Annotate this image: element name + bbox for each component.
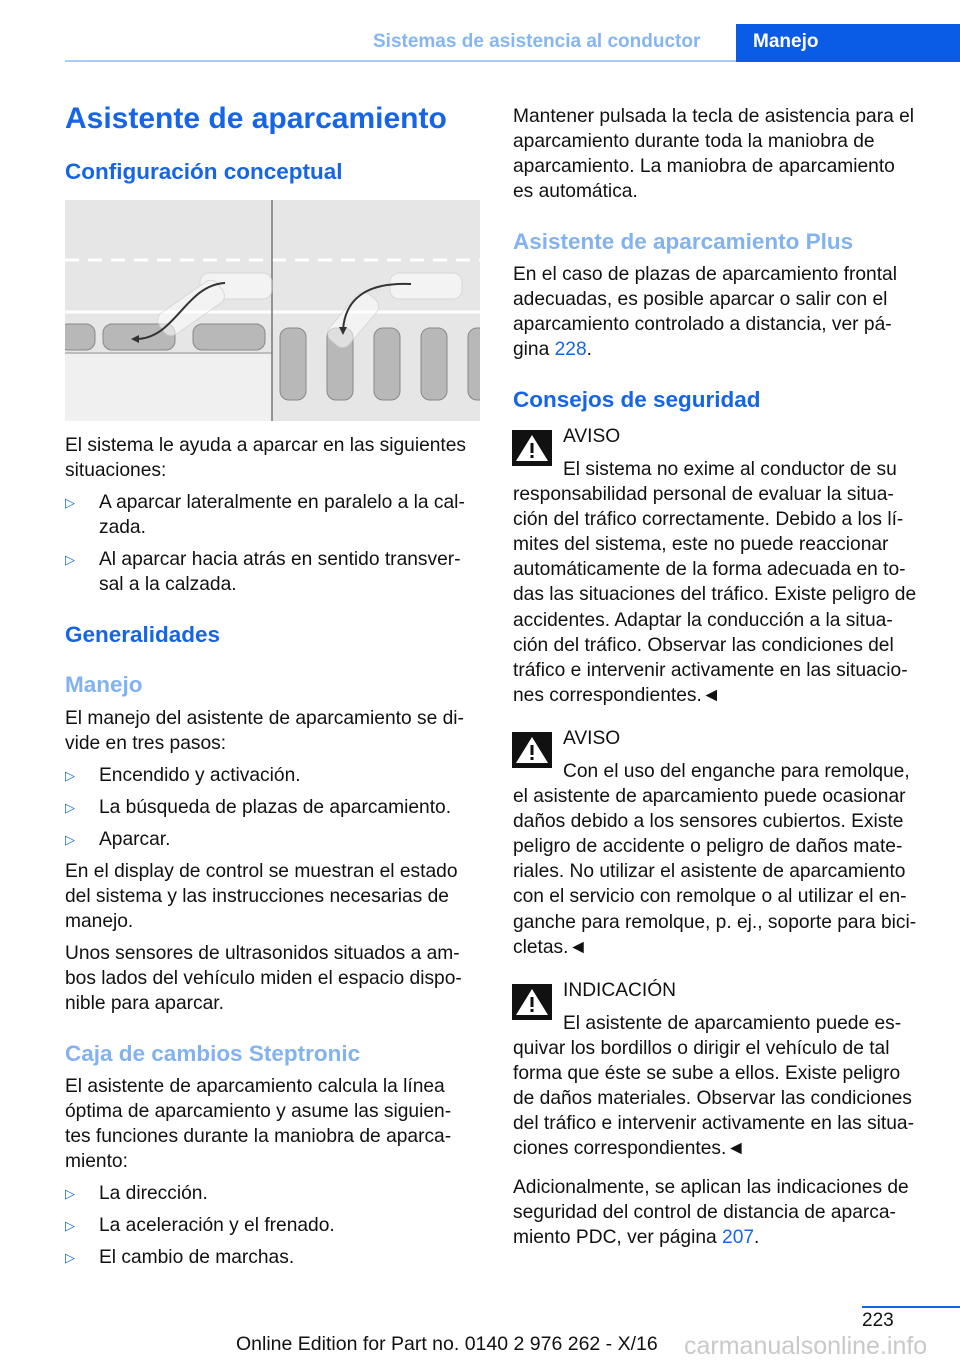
text-line: vide en tres pasos: — [65, 733, 227, 755]
warning-title: AVISO — [563, 426, 621, 447]
text-line: accidentes. Adaptar la conducción a la situa- — [513, 609, 893, 631]
text-line: mites del sistema, este no puede reaccionar — [513, 534, 889, 556]
header-section-link[interactable]: Sistemas de asistencia al conductor — [373, 31, 701, 52]
text-line: riales. No utilizar el asistente de aparcamiento — [513, 861, 906, 883]
list-item-text: La aceleración y el frenado. — [99, 1215, 335, 1236]
text-line: ción del tráfico. Observar las condiciones del — [513, 634, 894, 656]
text-line: Mantener pulsada la tecla de asistencia para el — [513, 106, 915, 127]
bullet-triangle-icon: ▷ — [65, 1218, 75, 1233]
text-line: manejo. — [65, 911, 134, 933]
text-line: ción del tráfico correctamente. Debido a los lí- — [513, 509, 904, 531]
warning-text — [513, 457, 916, 708]
intro-paragraph — [65, 433, 480, 483]
text-line: El sistema no exime al conductor de su — [563, 459, 897, 480]
list-item-text: La dirección. — [99, 1183, 208, 1204]
text-line: Con el uso del enganche para remolque, — [563, 761, 910, 782]
heading-plus: Asistente de aparcamiento Plus — [513, 229, 854, 254]
heading-manejo: Manejo — [65, 672, 143, 697]
text-line: miento: — [65, 1151, 128, 1173]
text-line: adecuadas, es posible aparcar o salir con el — [513, 289, 888, 311]
bullet-triangle-icon: ▷ — [65, 495, 75, 510]
text-line: el asistente de aparcamiento puede ocasionar — [513, 786, 906, 808]
text-line — [513, 337, 897, 362]
text-line: del tráfico e intervenir activamente en las situa- — [513, 1113, 914, 1135]
text-fragment: miento PDC, ver página — [513, 1227, 723, 1249]
text-line: aparcamiento controlado a distancia, ver pá- — [513, 314, 892, 336]
text-line: ciones correspondientes.◄ — [513, 1138, 746, 1160]
text-line: responsabilidad personal de evaluar la situa- — [513, 484, 894, 506]
text-line: das las situaciones del tráfico. Existe peligro de — [513, 584, 917, 606]
bullet-triangle-icon: ▷ — [65, 800, 75, 815]
watermark: carmanualsonline.info — [684, 1332, 928, 1360]
page-number: 223 — [862, 1310, 894, 1331]
text-line: Adicionalmente, se aplican las indicaciones de — [513, 1177, 909, 1198]
steptronic-paragraph — [65, 1074, 451, 1174]
bullet-triangle-icon: ▷ — [65, 832, 75, 847]
footer-edition: Online Edition for Part no. 0140 2 976 262 - X/16 — [236, 1333, 658, 1355]
text-fragment: . — [754, 1227, 760, 1249]
text-line: El asistente de aparcamiento puede es- — [563, 1013, 902, 1034]
bullet-triangle-icon: ▷ — [65, 768, 75, 783]
header-chapter-tab[interactable]: Manejo — [736, 24, 960, 62]
bullet-triangle-icon: ▷ — [65, 1186, 75, 1201]
heading-steptronic: Caja de cambios Steptronic — [65, 1041, 361, 1066]
additional-paragraph — [513, 1175, 909, 1250]
list-item-text: La búsqueda de plazas de aparcamiento. — [99, 797, 452, 818]
page-link[interactable]: 207 — [722, 1227, 755, 1249]
list-item-text: El cambio de marchas. — [99, 1247, 295, 1268]
text-line: bos lados del vehículo miden el espacio dispo- — [65, 968, 462, 990]
warning-text — [513, 759, 916, 960]
sensor-paragraph — [65, 941, 462, 1016]
heading-general: Generalidades — [65, 622, 221, 647]
text-line: tráfico e intervenir activamente en las situacio- — [513, 659, 908, 681]
text-line: A aparcar lateralmente en paralelo a la cal- — [99, 492, 465, 513]
text-line: ganche para remolque, p. ej., soporte para bici- — [513, 911, 917, 933]
text-line: quivar los bordillos o dirigir el vehículo de tal — [513, 1038, 890, 1060]
text-fragment: gina — [513, 339, 555, 361]
text-line: de daños materiales. Observar las condiciones — [513, 1088, 912, 1110]
display-paragraph — [65, 859, 458, 934]
hold-paragraph — [513, 104, 914, 204]
text-line: nes correspondientes.◄ — [513, 684, 721, 706]
text-line: sal a la calzada. — [99, 574, 237, 596]
bullet-triangle-icon: ▷ — [65, 552, 75, 567]
text-line: tes funciones durante la maniobra de aparca- — [65, 1126, 452, 1148]
header-divider — [65, 60, 736, 62]
bullet-triangle-icon: ▷ — [65, 1250, 75, 1265]
text-line: es automática. — [513, 181, 638, 203]
list-item-text: Aparcar. — [99, 829, 171, 850]
manejo-paragraph — [65, 706, 464, 756]
notice-text — [513, 1011, 914, 1162]
text-line: El asistente de aparcamiento calcula la línea — [65, 1076, 445, 1097]
page-title: Asistente de aparcamiento — [65, 102, 447, 135]
text-line: situaciones: — [65, 460, 167, 482]
page-link[interactable]: 228 — [554, 339, 587, 361]
text-line — [513, 1225, 909, 1250]
text-line: El sistema le ayuda a aparcar en las siguientes — [65, 435, 467, 456]
text-line: con el servicio con remolque o al utilizar el en- — [513, 886, 907, 908]
notice-title: INDICACIÓN — [563, 980, 676, 1001]
text-line: seguridad del control de distancia de aparca- — [513, 1202, 896, 1224]
text-line: En el display de control se muestran el estado — [65, 861, 458, 882]
heading-safety: Consejos de seguridad — [513, 387, 761, 412]
text-line: aparcamiento durante toda la maniobra de — [513, 131, 875, 153]
text-line: En el caso de plazas de aparcamiento frontal — [513, 264, 897, 285]
text-line: automáticamente de la forma adecuada en to- — [513, 559, 906, 581]
footer-divider — [862, 1306, 960, 1308]
text-line: Unos sensores de ultrasonidos situados a am- — [65, 943, 460, 964]
text-line: forma que éste se sube a ellos. Existe peligro — [513, 1063, 901, 1085]
text-line: Al aparcar hacia atrás en sentido transver- — [99, 549, 461, 570]
heading-conceptual: Configuración conceptual — [65, 159, 343, 184]
list-item-text — [99, 547, 461, 597]
text-line: El manejo del asistente de aparcamiento se di- — [65, 708, 464, 729]
text-line: cletas.◄ — [513, 936, 588, 958]
text-line: óptima de aparcamiento y asume las siguien- — [65, 1101, 452, 1123]
text-line: aparcamiento. La maniobra de aparcamiento — [513, 156, 895, 178]
text-line: nible para aparcar. — [65, 993, 224, 1015]
text-fragment: . — [586, 339, 592, 361]
list-item-text: Encendido y activación. — [99, 765, 301, 786]
parking-illustration — [65, 200, 480, 421]
list-item-text — [99, 490, 465, 540]
text-line: daños debido a los sensores cubiertos. Existe — [513, 811, 904, 833]
text-line: peligro de accidente o peligro de daños mate- — [513, 836, 903, 858]
text-line: zada. — [99, 517, 146, 539]
text-line: del sistema y las instrucciones necesarias de — [65, 886, 449, 908]
plus-paragraph — [513, 262, 897, 362]
warning-title: AVISO — [563, 728, 621, 749]
